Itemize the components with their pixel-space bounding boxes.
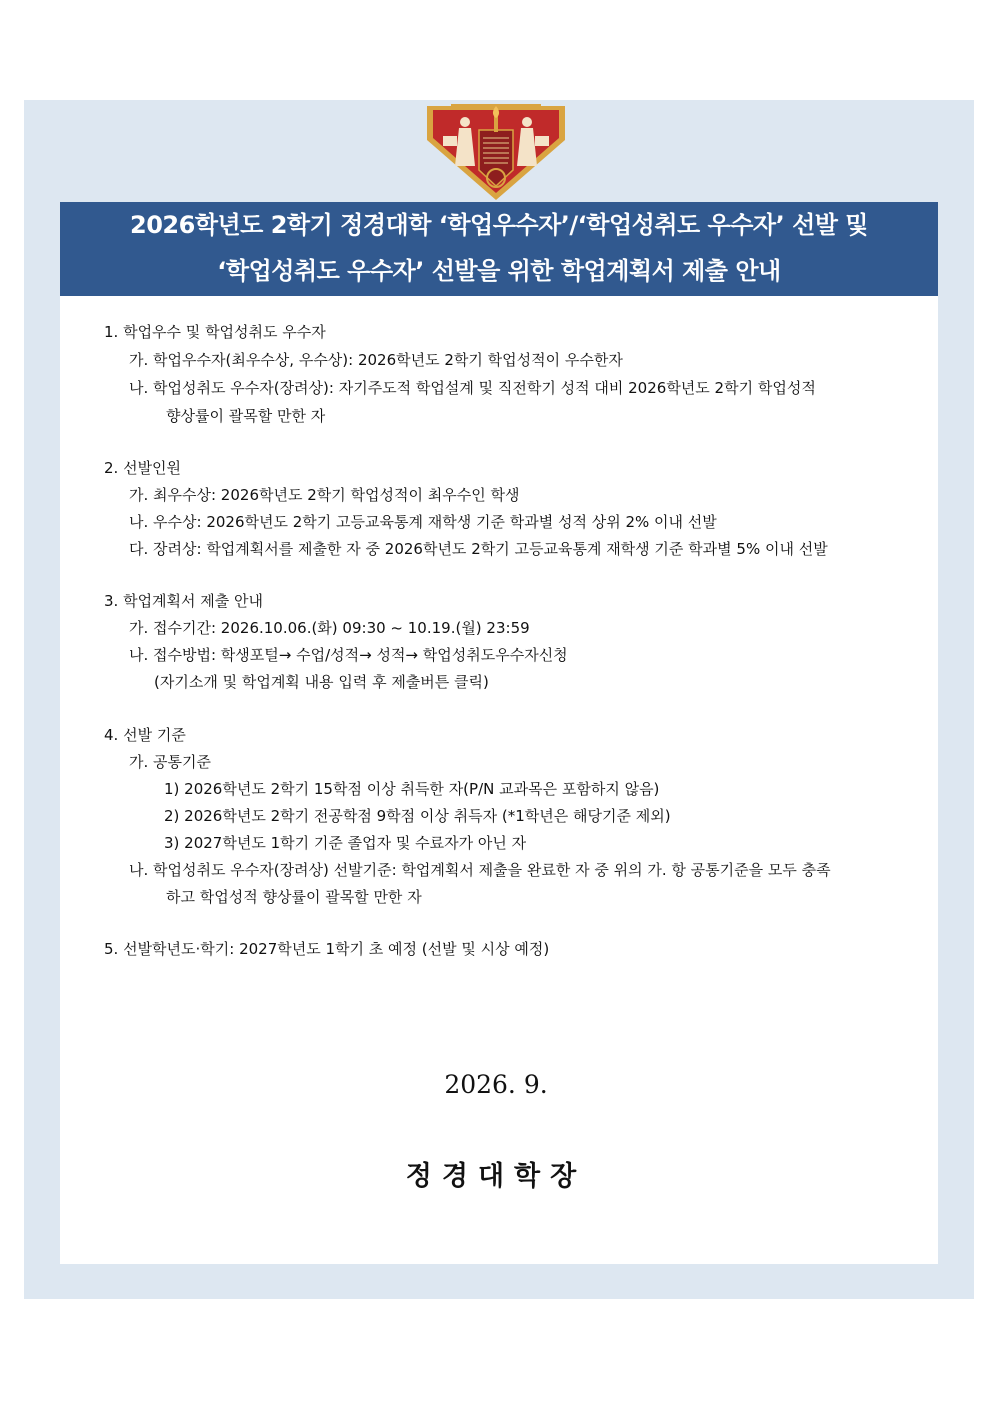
section-4-item-a: 가. 공통기준 (129, 753, 211, 771)
section-2-item-a: 가. 최우수상: 2026학년도 2학기 학업성적이 최우수인 학생 (129, 486, 520, 504)
title-banner (60, 202, 938, 296)
section-3-item-b: 나. 접수방법: 학생포털→ 수업/성적→ 성적→ 학업성취도우수자신청 (129, 646, 568, 664)
section-2-item-b: 나. 우수상: 2026학년도 2학기 고등교육통계 재학생 기준 학과별 성적 상위 2% 이내 선발 (129, 513, 717, 531)
section-2-heading: 2. 선발인원 (104, 459, 182, 477)
title-line-2: ‘학업성취도 우수자’ 선발을 위한 학업계획서 제출 안내 (217, 257, 781, 285)
section-5-heading: 5. 선발학년도·학기: 2027학년도 1학기 초 예정 (선발 및 시상 예정) (104, 940, 550, 958)
section-1-item-b: 나. 학업성취도 우수자(장려상): 자기주도적 학업설계 및 직전학기 성적 대비 2026학년도 2학기 학업성적 (129, 379, 816, 397)
title-line-1: 2026학년도 2학기 정경대학 ‘학업우수자’/‘학업성취도 우수자’ 선발 및 (130, 211, 868, 239)
section-2-item-c: 다. 장려상: 학업계획서를 제출한 자 중 2026학년도 2학기 고등교육통계 재학생 기준 학과별 5% 이내 선발 (129, 540, 828, 558)
section-3-item-a: 가. 접수기간: 2026.10.06.(화) 09:30 ~ 10.19.(월) 23:59 (129, 619, 530, 637)
notice-date: 2026. 9. (444, 1070, 548, 1099)
section-1-heading: 1. 학업우수 및 학업성취도 우수자 (104, 323, 326, 341)
section-4-heading: 4. 선발 기준 (104, 726, 186, 744)
section-4-criterion-3: 3) 2027학년도 1학기 기준 졸업자 및 수료자가 아닌 자 (164, 834, 527, 852)
section-4-item-b-continued: 하고 학업성적 향상률이 괄목할 만한 자 (166, 888, 422, 906)
section-3-heading: 3. 학업계획서 제출 안내 (104, 592, 264, 610)
section-3-item-b-note: (자기소개 및 학업계획 내용 입력 후 제출버튼 클릭) (154, 673, 489, 691)
college-crest-logo (421, 100, 571, 204)
section-1-item-b-continued: 향상률이 괄목할 만한 자 (166, 407, 326, 425)
signature-dean: 정경대학장 (405, 1161, 587, 1192)
section-4-criterion-1: 1) 2026학년도 2학기 15학점 이상 취득한 자(P/N 교과목은 포함하지 않음) (164, 780, 660, 798)
section-4-criterion-2: 2) 2026학년도 2학기 전공학점 9학점 이상 취득자 (*1학년은 해당기준 제외) (164, 807, 671, 825)
section-1-item-a: 가. 학업우수자(최우수상, 우수상): 2026학년도 2학기 학업성적이 우수한자 (129, 351, 623, 369)
section-4-item-b: 나. 학업성취도 우수자(장려상) 선발기준: 학업계획서 제출을 완료한 자 중 위의 가. 항 공통기준을 모두 충족 (129, 861, 831, 879)
